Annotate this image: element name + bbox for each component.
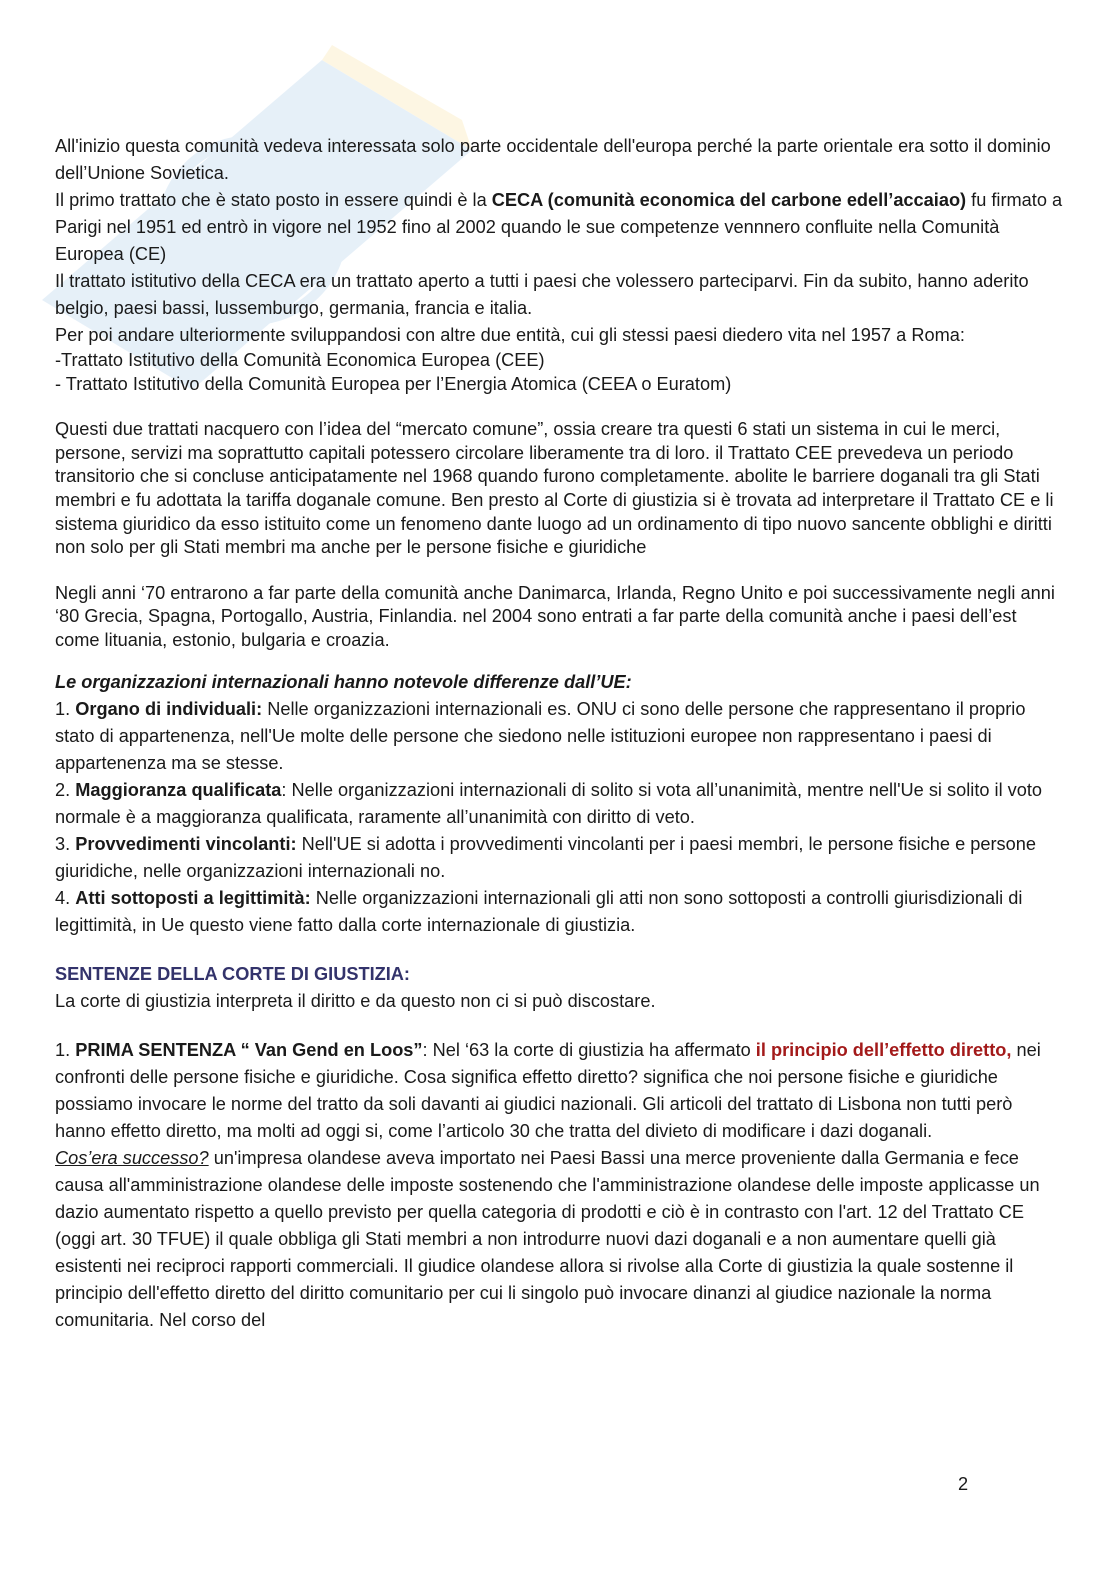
paragraph-ceca — [55, 187, 1065, 268]
first-ruling-paragraph: 1. PRIMA SENTENZA “ Van Gend en Loos”: Nel ‘63 la corte di giustizia ha affermato il principio dell’effetto diretto, nei confronti delle persone fisiche e giuridiche. Cosa significa effetto diretto? significa che noi persone fisiche e giuridiche possiamo invocare le norme del tratto da soli davanti ai giudici nazionali. Gli articoli del trattato di Lisbona non tutti però hanno effetto diretto, ma molti ad oggi si, come l’articolo 30 che tratta del divieto di modificare i dazi doganali. — [55, 1039, 1041, 1141]
list-item-cee: -Trattato Istitutivo della Comunità Economica Europea (CEE) — [55, 350, 545, 370]
section-heading: SENTENZE DELLA CORTE DI GIUSTIZIA: — [55, 963, 410, 984]
differences-item-1: 1. Organo di individuali: Nelle organizzazioni internazionali es. ONU ci sono delle persone che rappresentano il proprio stato di appartenenza, nell'Ue molte delle persone che siedono nelle istituzioni europee non rappresentano i paesi di appartenenza ma se stesse. — [55, 698, 1026, 773]
paragraph-ceca-treaty: Il trattato istitutivo della CECA era un trattato aperto a tutti i paesi che volessero parteciparvi. Fin da subito, hanno aderito belgio, paesi bassi, lussemburgo, germania, francia e italia. — [55, 271, 1029, 318]
first-ruling-title: PRIMA SENTENZA “ Van Gend en Loos” — [75, 1039, 423, 1060]
paragraph-common-market: Questi due trattati nacquero con l’idea del “mercato comune”, ossia creare tra questi 6 stati un sistema in cui le merci, persone, servizi ma soprattutto capitali potessero circolare liberamente tra di loro. il Trattato CEE prevedeva un periodo transitorio che si concluse anticipatamente nel 1968 quando furono completamente. abolite le barriere doganali tra gli Stati membri e fu adottata la tariffa doganale comune. Ben presto al Corte di giustizia si è trovata ad interpretare il Trattato CE e li sistema giuridico da esso istituito come un fenomeno dante luogo ad un ordinamento di tipo nuovo sancente obblighi e diritti non solo per gli Stati membri ma anche per le persone fisiche e giuridiche — [55, 419, 1054, 558]
list-item-euratom: - Trattato Istitutivo della Comunità Europea per l’Energia Atomica (CEEA o Euratom) — [55, 373, 732, 394]
first-ruling-story: Cos’era successo? un'impresa olandese aveva importato nei Paesi Bassi una merce proveniente dalla Germania e fece causa all'amministrazione olandese delle imposte sostenendo che l'amministrazione olandese delle imposte applicasse un dazio aumentato rispetto a quello previsto per quella categoria di prodotti e ciò è in contrasto con l'art. 12 del Trattato CE (oggi art. 30 TFUE) il quale obbliga gli Stati membri a non introdurre nuovi dazi doganali e a non aumentare quelli già esistenti nei reciproci rapporti commerciali. Il giudice olandese allora si rivolse alla Corte di giustizia la quale sostenne il principio dell'effetto diretto del diritto comunitario per cui li singolo può invocare dinanzi al giudice nazionale la norma comunitaria. Nel corso del — [55, 1147, 1040, 1330]
differences-item-2: 2. Maggioranza qualificata: Nelle organizzazioni internazionali di solito si vota all’unanimità, mentre nell'Ue si solito il voto normale è a maggioranza qualificata, raramente all’unanimità con diritto di veto. — [55, 779, 1043, 827]
differences-item-3: 3. Provvedimenti vincolanti: Nell'UE si adotta i provvedimenti vincolanti per i paesi membri, le persone fisiche e persone giuridiche, nelle organizzazioni internazionali no. — [55, 833, 1036, 881]
document-page — [55, 133, 1065, 1334]
differences-item-4: 4. Atti sottoposti a legittimità: Nelle organizzazioni internazionali gli atti non sono sottoposti a controlli giurisdizionali di legittimità, in Ue questo viene fatto dalla corte internazionale di giustizia. — [55, 887, 1023, 935]
story-question: Cos’era successo? — [55, 1147, 209, 1168]
paragraph-enlargement: Negli anni ‘70 entrarono a far parte della comunità anche Danimarca, Irlanda, Regno Unito e poi successivamente negli anni ‘80 Grecia, Spagna, Portogallo, Austria, Finlandia. nel 2004 sono entrati a far parte della comunità anche i paesi dell’est come lituania, estonio, bulgaria e croazia. — [55, 582, 1055, 650]
ceca-name-bold: CECA (comunità economica del carbone edell’accaiao) — [491, 190, 967, 210]
ceca-text-b: fu firmato a Parigi nel 1951 ed entrò in vigore nel 1952 fino al 2002 quando le sue competenze vennnero confluite nella Comunità Europea (CE) — [55, 190, 1063, 264]
paragraph-rome: Per poi andare ulteriormente sviluppandosi con altre due entità, cui gli stessi paesi diedero vita nel 1957 a Roma: — [55, 325, 965, 345]
differences-heading: Le organizzazioni internazionali hanno notevole differenze dall’UE: — [55, 671, 632, 692]
page-number: 2 — [958, 1474, 969, 1494]
paragraph-intro: All'inizio questa comunità vedeva interessata solo parte occidentale dell'europa perché la parte orientale era sotto il dominio dell’Unione Sovietica. — [55, 136, 1051, 183]
ceca-text-a: Il primo trattato che è stato posto in essere quindi è la — [55, 190, 492, 210]
direct-effect-highlight: il principio dell’effetto diretto, — [755, 1039, 1012, 1060]
section-intro: La corte di giustizia interpreta il diritto e da questo non ci si può discostare. — [55, 990, 656, 1011]
